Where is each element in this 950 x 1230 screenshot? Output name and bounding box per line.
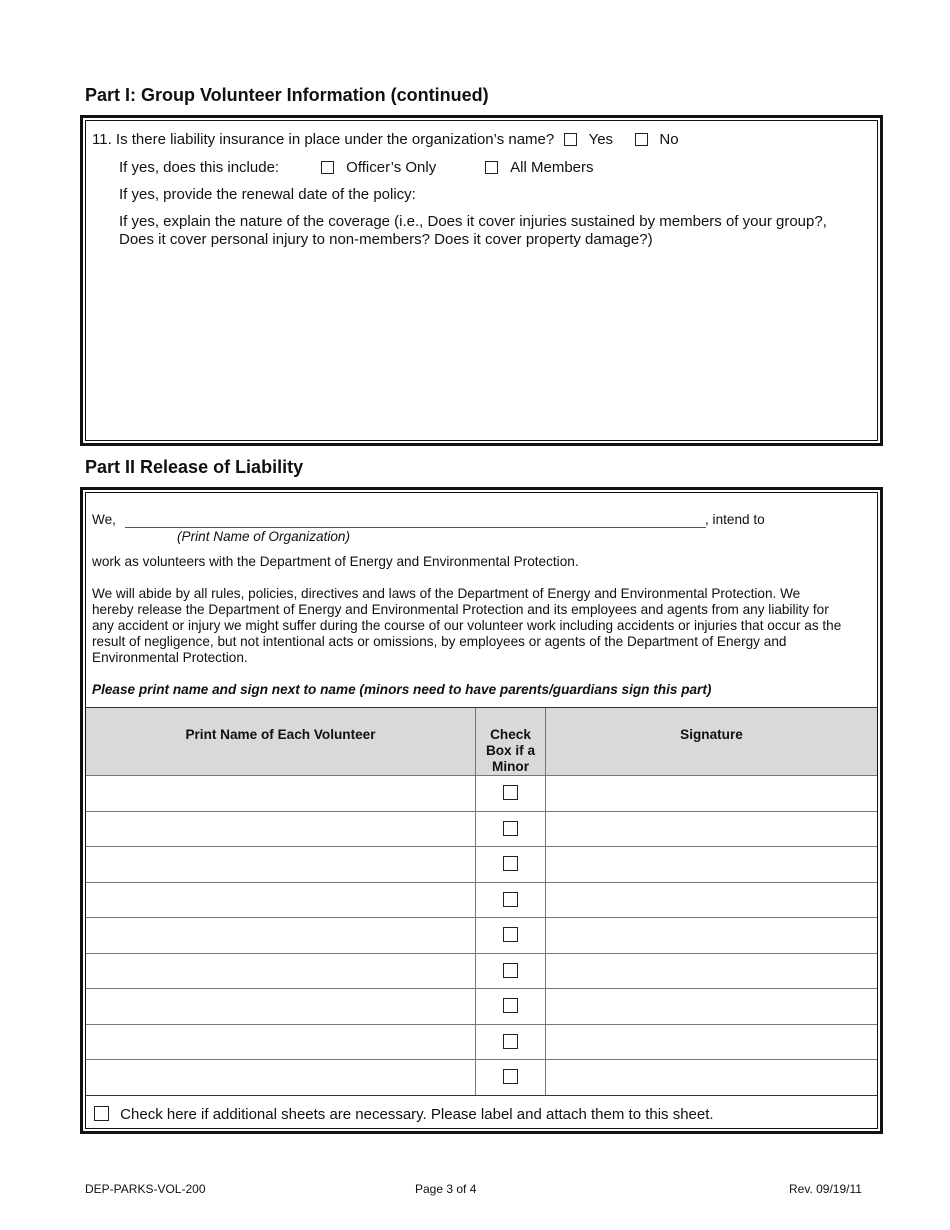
volunteer-name-cell[interactable] <box>87 1060 474 1095</box>
part2-title: Part II Release of Liability <box>85 457 304 477</box>
we-label: We, <box>92 512 116 527</box>
volunteer-name-cell[interactable] <box>87 847 474 882</box>
officers-only-option <box>321 159 436 176</box>
volunteer-name-cell[interactable] <box>87 883 474 918</box>
volunteer-name-cell[interactable] <box>87 989 474 1024</box>
page-number: Page 3 of 4 <box>415 1182 477 1196</box>
all-members-label: All Members <box>510 159 594 176</box>
col-header-minor: Check Box if a Minor <box>476 708 545 775</box>
minor-checkbox[interactable] <box>503 998 518 1013</box>
signature-cell[interactable] <box>547 954 876 989</box>
additional-sheets-option <box>94 1106 714 1123</box>
minor-checkbox[interactable] <box>503 892 518 907</box>
additional-sheets-checkbox[interactable] <box>94 1106 109 1121</box>
signature-cell[interactable] <box>547 989 876 1024</box>
col-header-signature: Signature <box>546 708 877 775</box>
q11-yes-label: Yes <box>588 131 614 148</box>
minor-checkbox[interactable] <box>503 785 518 800</box>
additional-sheets-label: Check here if additional sheets are necessary. Please label and attach them to this sheet. <box>120 1106 714 1123</box>
org-name-caption: (Print Name of Organization) <box>177 529 351 544</box>
signature-cell[interactable] <box>547 1060 876 1095</box>
q11-no-checkbox[interactable] <box>635 133 648 146</box>
minor-checkbox[interactable] <box>503 963 518 978</box>
officers-only-label: Officer’s Only <box>346 159 437 176</box>
volunteer-name-cell[interactable] <box>87 1025 474 1060</box>
volunteer-name-cell[interactable] <box>87 954 474 989</box>
volunteer-name-cell[interactable] <box>87 812 474 847</box>
all-members-checkbox[interactable] <box>485 161 498 174</box>
organization-name-field[interactable] <box>125 527 706 528</box>
q11-row <box>92 131 679 148</box>
volunteer-name-cell[interactable] <box>87 918 474 953</box>
minor-checkbox[interactable] <box>503 1069 518 1084</box>
signature-cell[interactable] <box>547 812 876 847</box>
release-paragraph: We will abide by all rules, policies, directives and laws of the Department of Energy and Environmental Protection. We hereby release the Department of Energy and Environmental Protection and its employees and agents from any liability for any accident or injury we might suffer during the course of our volunteer work including accidents or injuries that occur as the result of negligence, but not intentional acts or omissions, by employees or agents of the Department of Energy and Environmental Protection. <box>92 586 842 665</box>
signature-cell[interactable] <box>547 847 876 882</box>
q11-no-label: No <box>659 131 679 148</box>
q11-question: 11. Is there liability insurance in place under the organization’s name? <box>92 131 555 148</box>
all-members-option <box>485 159 594 176</box>
signature-cell[interactable] <box>547 776 876 811</box>
minor-checkbox[interactable] <box>503 821 518 836</box>
signature-cell[interactable] <box>547 918 876 953</box>
q11-yes-checkbox[interactable] <box>564 133 577 146</box>
part1-title: Part I: Group Volunteer Information (continued) <box>85 85 489 105</box>
minor-checkbox[interactable] <box>503 856 518 871</box>
q11-include-label: If yes, does this include: <box>119 159 280 176</box>
intend-label: , intend to <box>705 512 765 527</box>
signature-cell[interactable] <box>547 1025 876 1060</box>
signing-instruction: Please print name and sign next to name (minors need to have parents/guardians sign this part) <box>92 682 712 697</box>
minor-checkbox[interactable] <box>503 927 518 942</box>
renewal-date-label: If yes, provide the renewal date of the policy: <box>119 186 416 203</box>
coverage-line-2: Does it cover personal injury to non-members? Does it cover property damage?) <box>119 231 653 248</box>
minor-checkbox[interactable] <box>503 1034 518 1049</box>
revision-date: Rev. 09/19/11 <box>789 1182 862 1196</box>
col-header-name: Print Name of Each Volunteer <box>86 708 475 775</box>
signature-cell[interactable] <box>547 883 876 918</box>
coverage-answer-area[interactable] <box>92 252 872 432</box>
work-line: work as volunteers with the Department of Energy and Environmental Protection. <box>92 554 579 569</box>
officers-only-checkbox[interactable] <box>321 161 334 174</box>
volunteer-name-cell[interactable] <box>87 776 474 811</box>
form-id: DEP-PARKS-VOL-200 <box>85 1182 206 1196</box>
coverage-line-1: If yes, explain the nature of the coverage (i.e., Does it cover injuries sustained by members of your group?, <box>119 213 827 230</box>
